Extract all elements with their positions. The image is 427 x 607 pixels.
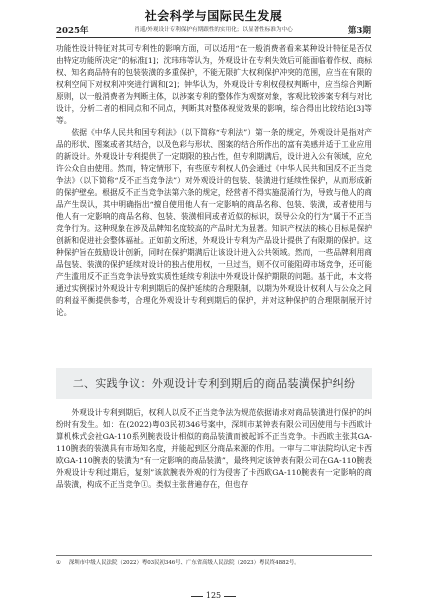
paragraph-continuation: 功能性设计特征对其可专利性的影响方面，可以适用“在一般消费者看来某种设计特征是否仅由特定功能所决定”的标准[1]；沈玮玮等认为，外观设计在专利失效后可能面临着作权、商标权、知名商品特有的包装装潢的多重保护，不能无限扩大权利保护冲突的范围，应当在有限的权利空间下对权利冲突进行调和[2]；钟华认为，外观设计专利权侵权判断中，应当综合判断原则，以一般消费者为判断主体，以涉案专利的整体作为观察对象，客观比较涉案专利与对比设计，分析二者的相同点和不同点，判断其对整体视觉效果的影响，综合得出比较结论[3]等等。 (56, 44, 372, 125)
paragraph-case-example: 外观设计专利到期后，权利人以反不正当竞争法为规范依据请求对商品装潢进行保护的纠纷时有发生。如：在(2022)粤03民初346号案中，深圳市某钟表有限公司因使用与卡西欧计算机株式会社GA-110系列腕表设计相似的商品装潢而被起诉不正当竞争。卡西欧主张其GA-110腕表的装潢具有市场知名度，并能起到区分商品来源的作用。一审与二审法院均认定卡西欧GA-110腕表的装潢为“有一定影响的商品装潢”，最终判定该钟表有限公司在GA-110腕表外观设计专利过期后，复刻”该款腕表外观的行为侵害了卡西欧GA-110腕表有一定影响的商品装潢，构成不正当竞争①。类似主张普遍存在，但也存 (56, 408, 372, 489)
section-heading: 二、实践争议：外观设计专利到期后的商品装潢保护纠纷 (72, 377, 356, 390)
running-head-text: 肖遥/外观设计专利保护有期跟性的实用化；以显著性标准为中心 (134, 27, 293, 33)
page-number-dash-left (191, 596, 203, 597)
footnote-text: 深圳市中级人民法院（2022）粤03民初346号、广东省高级人民法院（2023）粤民终4882号。 (68, 560, 300, 566)
footnote-rule (56, 555, 372, 556)
header-rule (56, 37, 371, 38)
page-number (0, 591, 427, 600)
running-header (56, 24, 371, 36)
journal-title: 社会科学与国际民生发展 (144, 9, 283, 23)
paragraph-design-law: 依据《中华人民共和国专利法》（以下简称“专利法”）第一条的规定，外观设计是指对产品的形状、图案或者其结合，以及色彩与形状、图案的结合所作出的富有美感并适于工业应用的新设计。外观设计专利提供了一定期限的独占性，但专利期满后，设计进入公有领域，应允许公众自由使用。然而，特定情形下，有些原专利权人仍会通过《中华人民共和国反不正当竞争法》（以下简称“反不正当竞争法”）对外观设计的包装、装潢进行延续性保护，从而形成新的保护壁垒。根据反不正当竞争法第六条的规定，经营者不得实施混淆行为，导致与他人的商品产生误认，其中明确指出“擅自使用他人有一定影响的商品名称、包装、装潢，或者使用与他人有一定影响的商品名称、包装、装潢相同或者近似的标识，误导公众的行为”属于不正当竞争行为。这种现象在涉及品牌知名度较高的产品时尤为显著。知识产权法的核心目标是保护创新和促进社会整体福祉。正如前文所述，外观设计专利为产品设计提供了有限期的保护。这种保护旨在鼓励设计创新，同时在保护期满后让该设计进入公共领域。然而，一些品牌利用商品包装、装潢的保护延续对设计的独占使用权，一旦过当，则不仅可能阻碍市场竞争，还可能产生滥用反不正当竞争法导致实质性延续专利法中外观设计保护期限的问题。基于此，本文将通过实例探讨外观设计专利到期后的保护延续的合理限制，以期为外观设计权利人与公众之间的利益平衡提供参考，合理化外观设计专利到期后的保护，并对这种保护的合理限制展开讨论。 (56, 128, 372, 317)
footnote (56, 559, 376, 567)
section-heading-box (56, 368, 372, 399)
header-year: 2025年 (56, 26, 89, 36)
footnote-mark: ① (56, 560, 61, 566)
body-text-upper (56, 43, 372, 319)
header-issue: 第3期 (347, 26, 371, 36)
page-number-value: 125 (205, 591, 222, 600)
body-text-lower (56, 407, 372, 491)
page-number-dash-right (224, 596, 236, 597)
